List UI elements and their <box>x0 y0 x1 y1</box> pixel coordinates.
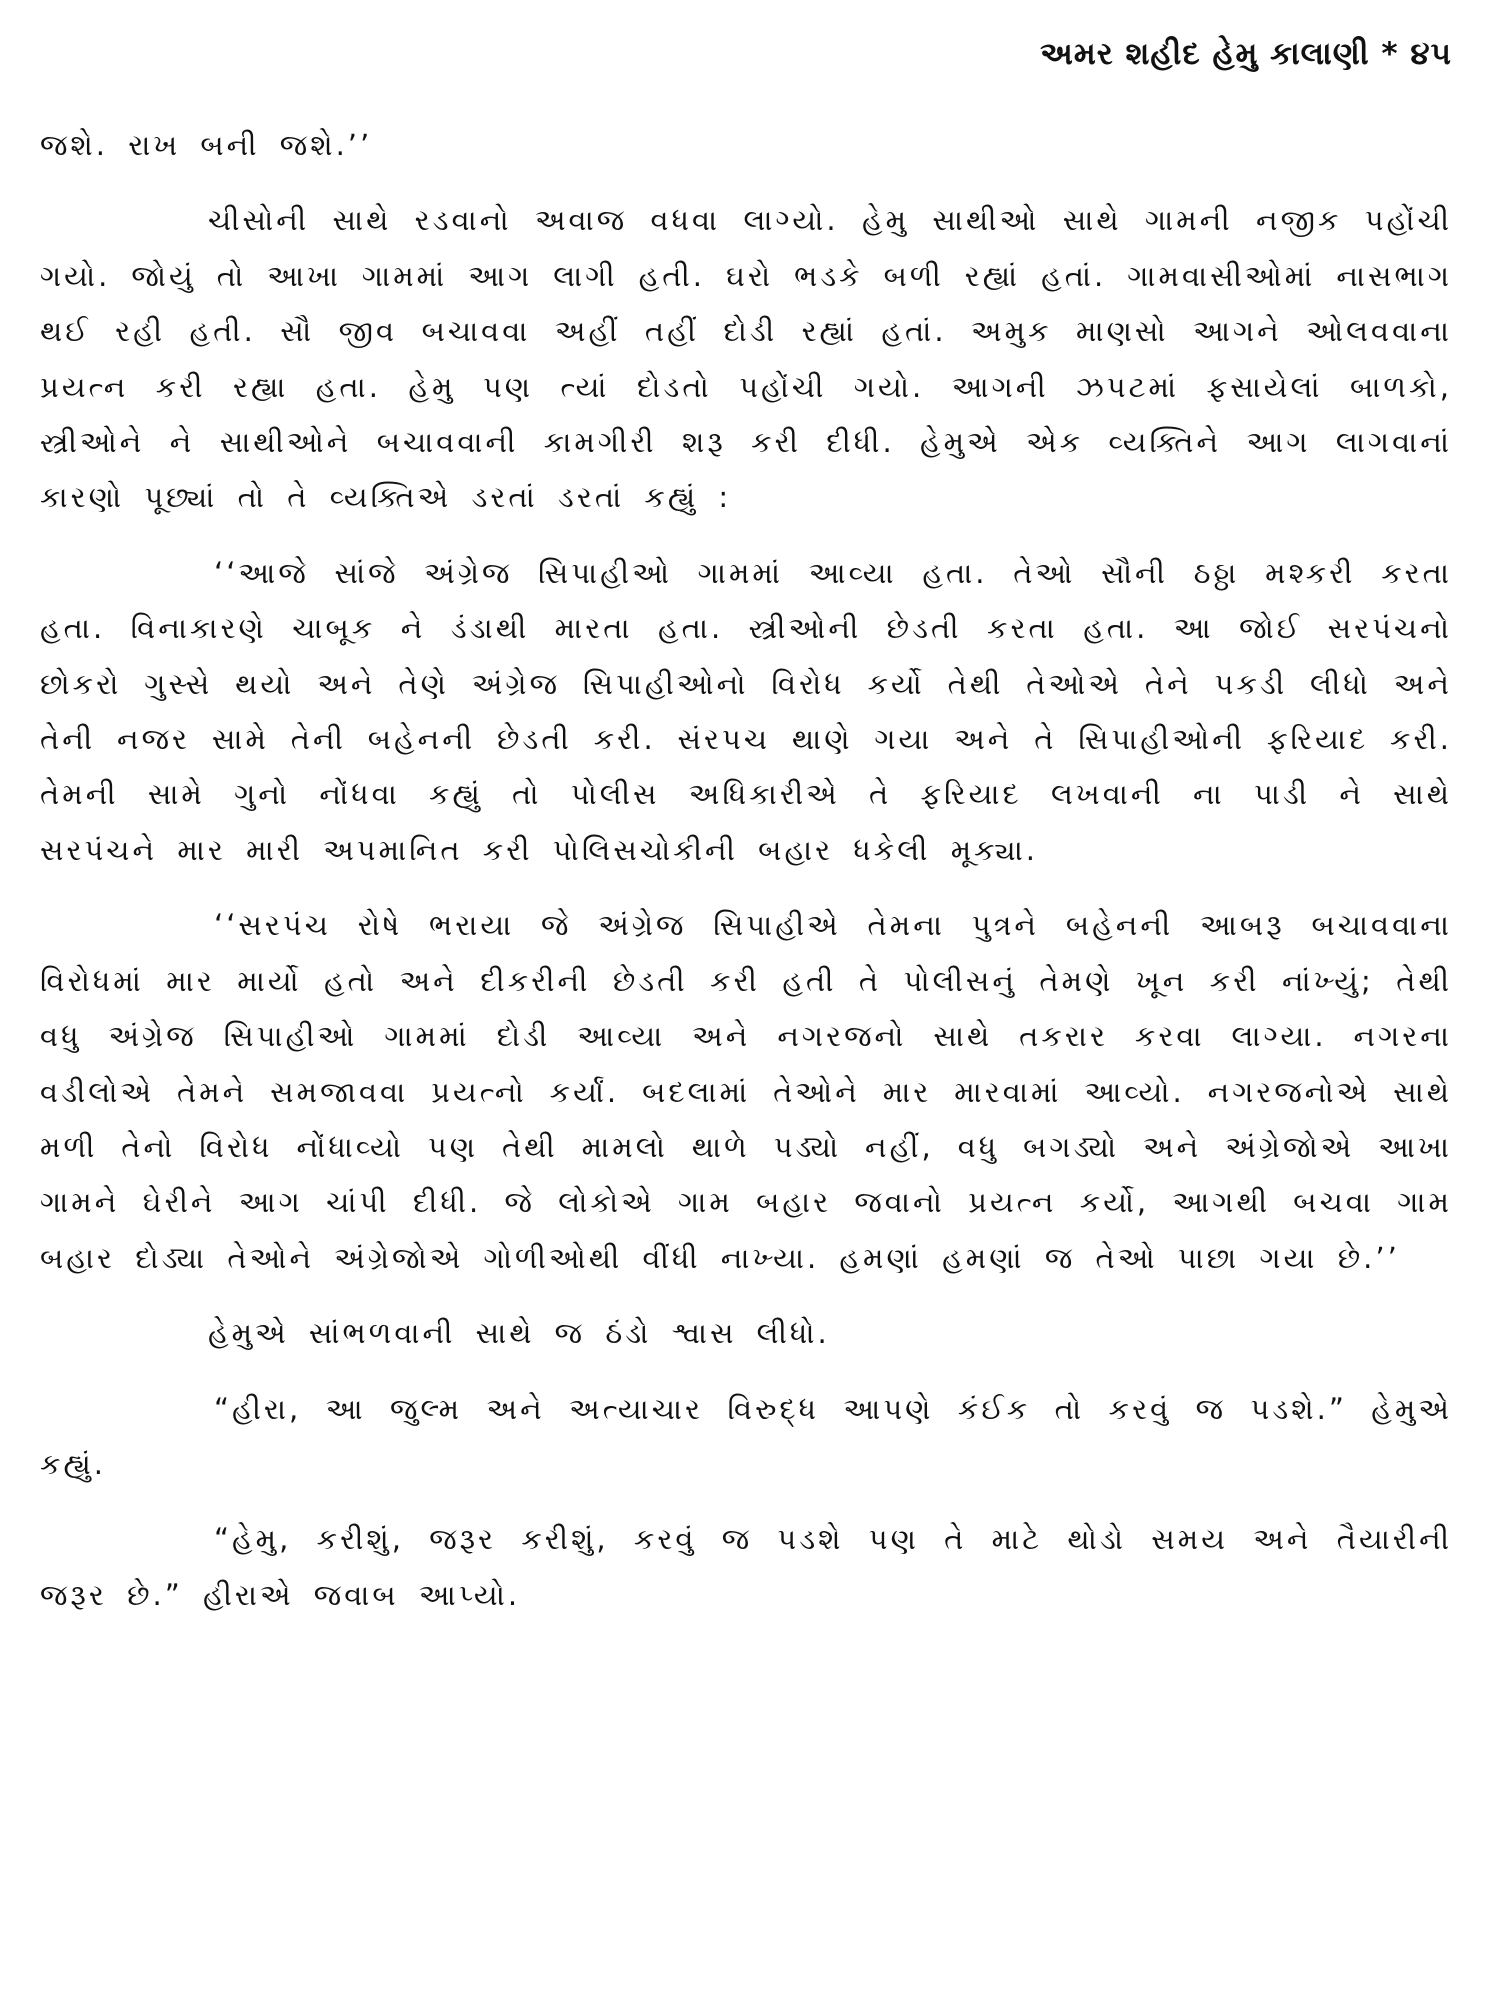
header-separator: * <box>1381 36 1399 72</box>
dialogue-paragraph: “હેમુ, કરીશું, જરૂર કરીશું, કરવું જ પડશે પણ તે માટે થોડો સમય અને તૈયારીની જરૂર છે.” હીરાએ જવાબ આપ્યો. <box>40 1522 1452 1612</box>
quoted-paragraph: ‘‘આજે સાંજે અંગ્રેજ સિપાહીઓ ગામમાં આવ્યા હતા. તેઓ સૌની ઠઠ્ઠા મશ્કરી કરતા હતા. વિનાકારણે ચાબૂક ને ડંડાથી મારતા હતા. સ્ત્રીઓની છેડતી કરતા હતા. આ જોઈ સરપંચનો છોકરો ગુસ્સે થયો અને તેણે અંગ્રેજ સિપાહીઓનો વિરોધ કર્યો તેથી તેઓએ તેને પકડી લીધો અને તેની નજર સામે તેની બહેનની છેડતી કરી. સંરપચ થાણે ગયા અને તે સિપાહીઓની ફરિયાદ કરી. તેમની સામે ગુનો નોંધવા કહ્યું તો પોલીસ અધિકારીએ તે ફરિયાદ લખવાની ના પાડી ને સાથે સરપંચને માર મારી અપમાનિત કરી પોલિસચોકીની બહાર ધકેલી મૂક્યા. <box>40 555 1452 867</box>
paragraph: હેમુએ સાંભળવાની સાથે જ ઠંડો શ્વાસ લીધો. <box>208 1316 830 1351</box>
page-number: ૪૫ <box>1410 36 1452 72</box>
running-header <box>40 28 1452 80</box>
paragraph: ચીસોની સાથે રડવાનો અવાજ વધવા લાગ્યો. હેમુ સાથીઓ સાથે ગામની નજીક પહોંચી ગયો. જોયું તો આખા ગામમાં આગ લાગી હતી. ઘરો ભડકે બળી રહ્યાં હતાં. ગામવાસીઓમાં નાસભાગ થઈ રહી હતી. સૌ જીવ બચાવવા અહીં તહીં દોડી રહ્યાં હતાં. અમુક માણસો આગને ઓલવવાના પ્રયત્ન કરી રહ્યા હતા. હેમુ પણ ત્યાં દોડતો પહોંચી ગયો. આગની ઝપટમાં ફસાયેલાં બાળકો, સ્ત્રીઓને ને સાથીઓને બચાવવાની કામગીરી શરૂ કરી દીધી. હેમુએ એક વ્યક્તિને આગ લાગવાનાં કારણો પૂછ્યાં તો તે વ્યક્તિએ ડરતાં ડરતાં કહ્યું : <box>40 203 1452 515</box>
book-title: અમર શહીદ હેમુ કાલાણી <box>1040 36 1370 72</box>
paragraph-continued: જશે. રાખ બની જશે.’’ <box>40 128 373 162</box>
quoted-paragraph: ‘‘સરપંચ રોષે ભરાયા જે અંગ્રેજ સિપાહીએ તેમના પુત્રને બહેનની આબરૂ બચાવવાના વિરોધમાં માર માર્યો હતો અને દીકરીની છેડતી કરી હતી તે પોલીસનું તેમણે ખૂન કરી નાંખ્યું; તેથી વધુ અંગ્રેજ સિપાહીઓ ગામમાં દોડી આવ્યા અને નગરજનો સાથે તકરાર કરવા લાગ્યા. નગરના વડીલોએ તેમને સમજાવવા પ્રયત્નો કર્યાં. બદલામાં તેઓને માર મારવામાં આવ્યો. નગરજનોએ સાથે મળી તેનો વિરોધ નોંધાવ્યો પણ તેથી મામલો થાળે પડ્યો નહીં, વધુ બગડ્યો અને અંગ્રેજોએ આખા ગામને ઘેરીને આગ ચાંપી દીધી. જે લોકોએ ગામ બહાર જવાનો પ્રયત્ન કર્યો, આગથી બચવા ગામ બહાર દોડ્યા તેઓને અંગ્રેજોએ ગોળીઓથી વીંધી નાખ્યા. હમણાં હમણાં જ તેઓ પાછા ગયા છે.’’ <box>40 908 1452 1275</box>
dialogue-paragraph: “હીરા, આ જુલ્મ અને અત્યાચાર વિરુદ્ધ આપણે કંઈક તો કરવું જ પડશે.” હેમુએ કહ્યું. <box>40 1391 1452 1481</box>
page-body <box>40 118 1452 1623</box>
